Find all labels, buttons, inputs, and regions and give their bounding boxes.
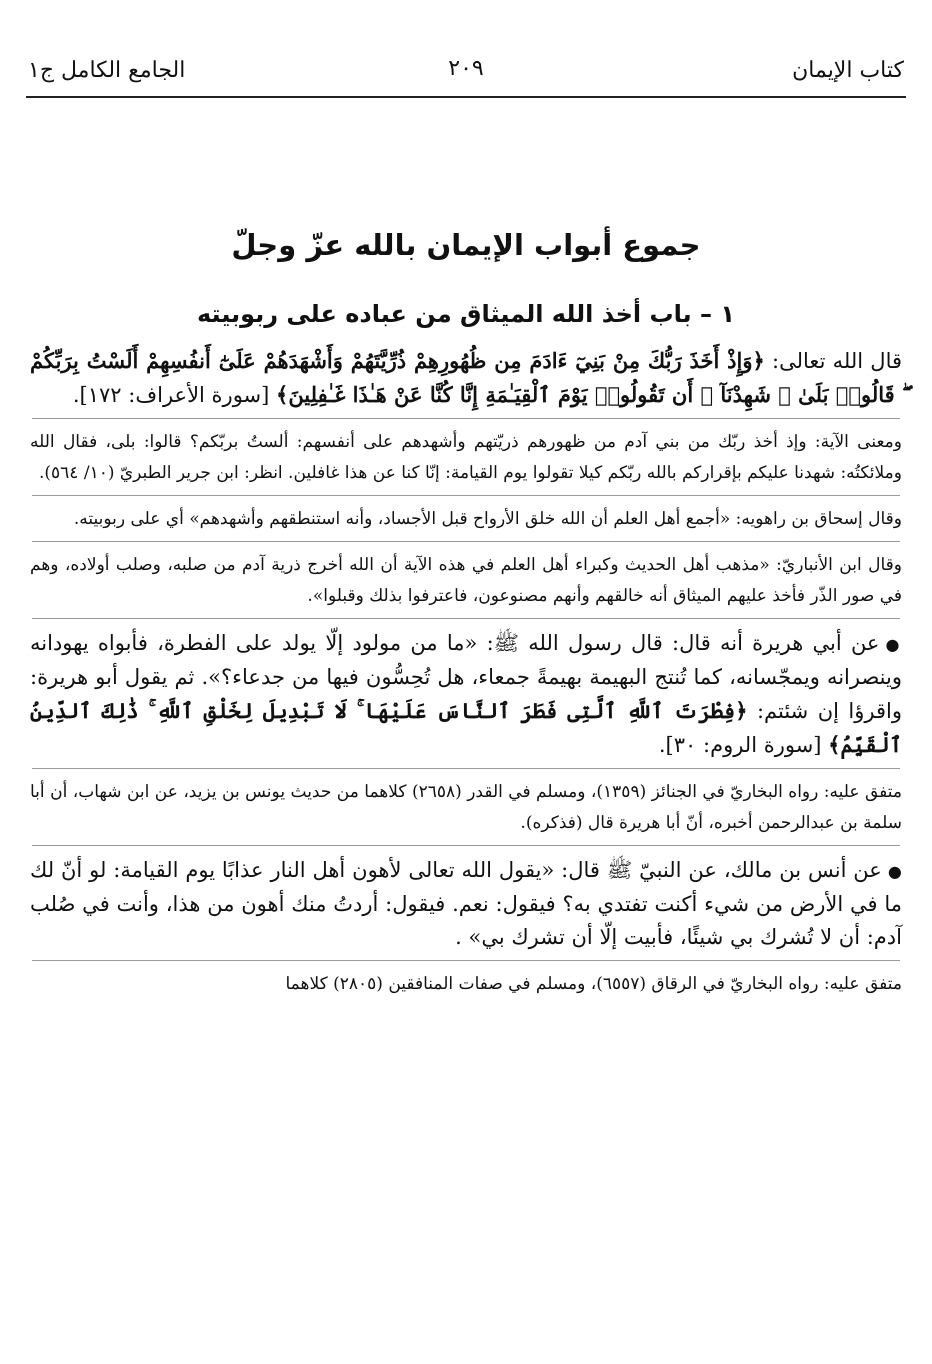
separator — [32, 768, 900, 769]
separator — [32, 418, 900, 419]
verse-reference: [سورة الأعراف: ١٧٢]. — [72, 383, 277, 407]
takhrij-note: متفق عليه: رواه البخاريّ في الرقاق (٦٥٥٧)، ومسلم في صفات المنافقين (٢٨٠٥) كلاهما — [285, 974, 902, 994]
verse-reference: [سورة الروم: ٣٠]. — [658, 733, 829, 757]
running-header — [28, 52, 904, 92]
quran-verse-rum: ﴿فِطْرَتَ ٱللَّهِ ٱلَّتِى فَطَرَ ٱلنَّاسَ عَلَيْهَا ۚ لَا تَبْدِيلَ لِخَلْقِ ٱللَّهِ ۚ ذَٰلِكَ ٱلدِّينُ ٱلْقَيِّمُ﴾ — [30, 698, 902, 757]
hadith-text: عن أبي هريرة أنه قال: قال رسول الله ﷺ: «ما من مولود إلّا يولد على الفطرة، فأبواه يهودانه وينصرانه ويمجّسانه، كما تُنتج البهيمة بهيمةً جمعاء، هل تُحِسُّون فيها من جدعاء؟». ثم يقول أبو هريرة: واقرؤا إن شئتم: — [30, 631, 902, 723]
header-rule — [26, 96, 906, 98]
bullet-icon: ● — [885, 635, 902, 654]
hadith-abu-hurayra — [30, 627, 902, 762]
header-series-title: الجامع الكامل ج١ — [28, 58, 186, 83]
separator — [32, 960, 900, 961]
commentary-meaning: ومعنى الآية: وإذ أخذ ربّك من بني آدم من ظهورهم ذريّتهم وأشهدهم على أنفسهم: ألستُ بربّكم؟ قالوا: بلى، فقال الله وملائكتُه: شهدنا عليكم بإقراركم بالله ربّكم كيلا تقولوا يوم القيامة: إنّا كنا عن هذا غافلين. انظر: ابن جرير الطبريّ (١٠/ ٥٦٤). — [30, 432, 902, 483]
chapter-heading: ١ – باب أخذ الله الميثاق من عباده على ربوبيته — [196, 300, 735, 328]
section-title: جموع أبواب الإيمان بالله عزّ وجلّ — [231, 228, 701, 262]
page-number: ٢٠٩ — [448, 56, 484, 81]
separator — [32, 541, 900, 542]
hadith-text: عن أنس بن مالك، عن النبيّ ﷺ قال: «يقول الله تعالى لأهون أهل النار عذابًا يوم القيامة: لو أنّ لك ما في الأرض من شيء أكنت تفتدي به؟ فيقول: نعم. فيقول: أردتُ منك أهون من هذا، وأنت في صُلب آدم: أن لا تُشرك بي شيئًا، فأبيت إلّا أن تشرك بي» . — [30, 858, 902, 949]
header-book-title: كتاب الإيمان — [792, 58, 904, 83]
takhrij-note: متفق عليه: رواه البخاريّ في الجنائز (١٣٥٩)، ومسلم في القدر (٢٦٥٨) كلاهما من حديث يونس بن يزيد، عن ابن شهاب، أن أبا سلمة بن عبدالرحمن أخبره، أنّ أبا هريرة قال (فذكره). — [30, 782, 903, 833]
verse-intro: قال الله تعالى: — [764, 349, 903, 373]
verse-paragraph — [30, 344, 902, 412]
hadith-anas — [30, 854, 902, 954]
separator — [32, 495, 900, 496]
quran-verse-araf: ﴿وَإِذْ أَخَذَ رَبُّكَ مِنْ بَنِيٓ ءَادَمَ مِن ظُهُورِهِمْ ذُرِّيَّتَهُمْ وَأَشْهَدَهُمْ عَلَىٰٓ أَنفُسِهِمْ أَلَسْتُ بِرَبِّكُمْ ۖ قَالُوا۟ بَلَىٰ ۛ شَهِدْنَآ ۛ أَن تَقُولُوا۟ يَوْمَ ٱلْقِيَـٰمَةِ إِنَّا كُنَّا عَنْ هَـٰذَا غَـٰفِلِينَ﴾ — [30, 348, 902, 407]
commentary-anbari: وقال ابن الأنباريّ: «مذهب أهل الحديث وكبراء أهل العلم في هذه الآية أن الله أخرج ذرية آدم من صلبه، وصلب أولاده، وهم في صور الذّر فأخذ عليهم الميثاق أنه خالقهم وأنهم مصنوعون، فاعترفوا بذلك وقبلوا». — [30, 555, 902, 606]
bullet-icon: ● — [887, 862, 903, 881]
main-text — [30, 344, 902, 1000]
separator — [32, 845, 900, 846]
separator — [32, 618, 900, 619]
commentary-ishaq: وقال إسحاق بن راهويه: «أجمع أهل العلم أن الله خلق الأرواح قبل الأجساد، وأنه استنطقهم وأشهدهم» أي على ربوبيته. — [73, 509, 902, 529]
